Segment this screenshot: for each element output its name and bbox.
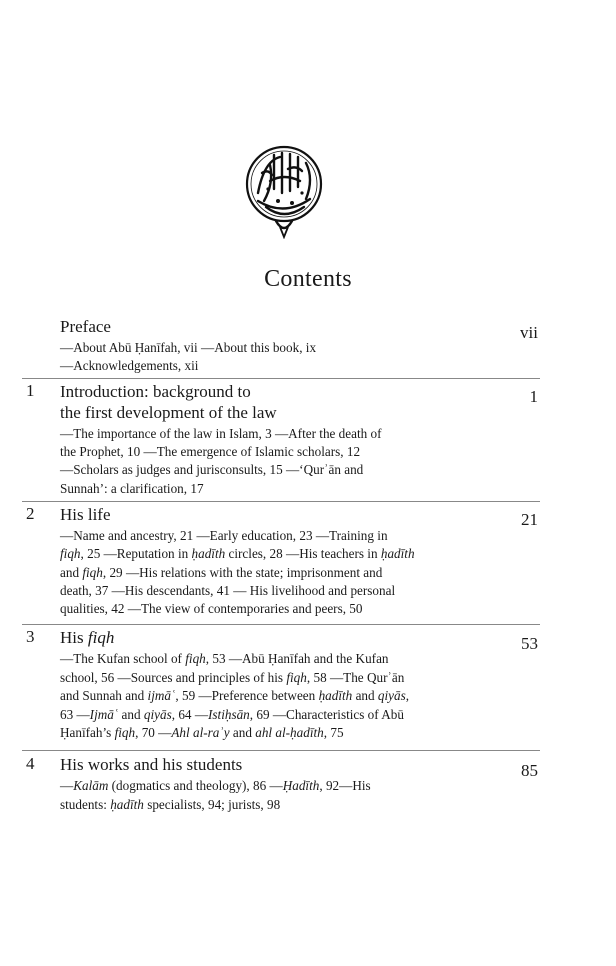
toc-sub-line: —The Kufan school of fiqh, 53 —Abū Ḥanīfah and the Kufan (60, 651, 389, 666)
toc-page-chapter-1: 1 (529, 387, 538, 406)
toc-sub-line: death, 37 —His descendants, 41 — His livelihood and personal (60, 583, 396, 598)
page-title: Contents (264, 266, 352, 292)
toc-chapter-number: 1 (26, 381, 35, 400)
divider (22, 378, 540, 379)
toc-chapter-number: 4 (26, 754, 35, 773)
basmala-seal-icon (244, 143, 324, 239)
toc-heading-preface: Preface (60, 317, 111, 336)
toc-sub-line: qualities, 42 —The view of contemporaries and peers, 50 (60, 601, 363, 616)
toc-sub-line: —Acknowledgements, xii (60, 358, 199, 373)
toc-heading-chapter-4: His works and his students (60, 755, 243, 774)
toc-sub-line: Sunnah’: a clarification, 17 (60, 481, 204, 496)
toc-sub-line: —The importance of the law in Islam, 3 —After the death of (60, 426, 382, 441)
toc-sub-line: —Scholars as judges and jurisconsults, 15 —‘Qurʾān and (60, 462, 364, 477)
toc-page-chapter-3: 53 (521, 634, 538, 653)
toc-sub-line: —Kalām (dogmatics and theology), 86 —Ḥadīth, 92—His (60, 778, 371, 793)
toc-page-preface: vii (520, 323, 538, 342)
toc-sub-line: the Prophet, 10 —The emergence of Islamic scholars, 12 (60, 444, 361, 459)
divider (22, 501, 540, 502)
divider (22, 750, 540, 751)
toc-page-chapter-2: 21 (521, 510, 538, 529)
toc-sub-line: Ḥanīfah’s fiqh, 70 —Ahl al-raʾy and ahl al-ḥadīth, 75 (60, 725, 344, 740)
toc-chapter-number: 3 (26, 627, 35, 646)
toc-sub-line: and Sunnah and ijmāʿ, 59 —Preference between ḥadīth and qiyās, (60, 688, 410, 703)
toc-sub-line: students: ḥadīth specialists, 94; jurists, 98 (60, 797, 281, 812)
toc-sub-line: —About Abū Ḥanīfah, vii —About this book, ix (60, 340, 317, 355)
toc-page-chapter-4: 85 (521, 761, 538, 780)
toc-heading-chapter-2: His life (60, 505, 111, 524)
toc-sub-line: 63 —Ijmāʿ and qiyās, 64 —Istiḥsān, 69 —Characteristics of Abū (60, 707, 404, 722)
toc-chapter-number: 2 (26, 504, 35, 523)
toc-sub-line: and fiqh, 29 —His relations with the state; imprisonment and (60, 565, 383, 580)
toc-heading-chapter-1: Introduction: background to (60, 382, 251, 401)
toc-sub-line: fiqh, 25 —Reputation in ḥadīth circles, 28 —His teachers in ḥadīth (60, 546, 415, 561)
toc-heading-chapter-1-line-2: the first development of the law (60, 403, 277, 422)
toc-sub-line: school, 56 —Sources and principles of his fiqh, 58 —The Qurʾān (60, 670, 405, 685)
divider (22, 624, 540, 625)
toc-sub-line: —Name and ancestry, 21 —Early education, 23 —Training in (60, 528, 388, 543)
toc-heading-chapter-3: His fiqh (60, 628, 115, 647)
